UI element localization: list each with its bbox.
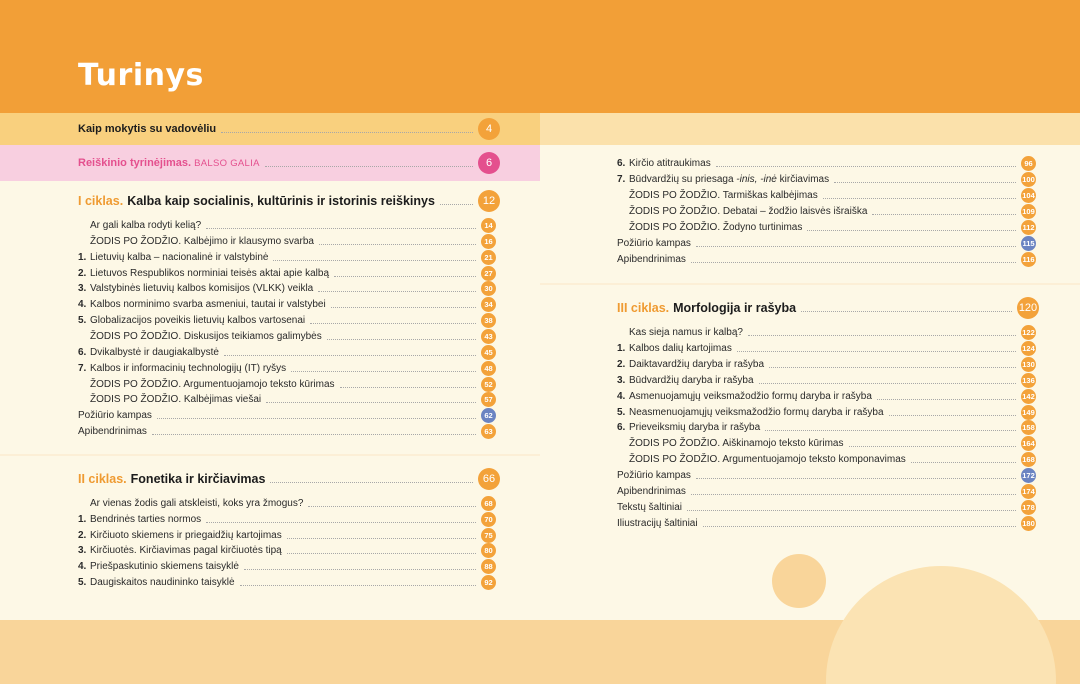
page-badge: 122 [1021,325,1036,340]
page-badge: 12 [478,190,500,212]
toc-entry-summary[interactable] [617,484,1036,499]
cycle-prefix: III ciklas. [617,300,670,315]
toc-entry[interactable] [629,452,1036,467]
toc-entry-viewpoint[interactable] [617,236,1036,251]
page-badge: 124 [1021,341,1036,356]
dot-leader [152,434,476,435]
toc-entry[interactable] [629,436,1036,451]
toc-entry[interactable] [629,220,1036,235]
toc-entry-title: ŽODIS PO ŽODŽIO. Argumentuojamojo teksto kūrimas [90,378,335,390]
toc-entry-title: Bendrinės tarties normos [90,513,202,525]
dot-leader [340,387,476,388]
dot-leader [224,355,476,356]
toc-entry-title: ŽODIS PO ŽODŽIO. Argumentuojamojo teksto komponavimas [629,454,906,466]
toc-entry-viewpoint[interactable] [617,468,1036,483]
toc-entry-number: 5. [78,315,87,327]
cycle-title: Fonetika ir kirčiavimas [130,471,266,486]
toc-entry-number: 7. [617,174,626,185]
toc-entry[interactable] [90,218,496,233]
toc-entry-title: Globalizacijos poveikis lietuvių kalbos vartosenai [90,315,306,327]
dot-leader [319,244,476,245]
toc-entry-subtitle: BALSO GALIA [194,157,260,169]
page-badge: 136 [1021,373,1036,388]
toc-entry[interactable] [90,234,496,249]
dot-leader [440,204,473,205]
toc-entry[interactable] [78,575,496,590]
toc-entry-title: Reiškinio tyrinėjimas. [78,156,192,169]
dot-leader [206,228,476,229]
dot-leader [691,262,1016,263]
dot-leader [318,291,476,292]
toc-entry-title: ŽODIS PO ŽODŽIO. Aiškinamojo teksto kūrimas [629,438,844,450]
dot-leader [807,230,1016,231]
dot-leader [765,430,1016,431]
toc-entry-title: Iliustracijų šaltiniai [617,518,698,529]
toc-entry-viewpoint[interactable] [78,408,496,423]
toc-entry-title: Prieveiksmių daryba ir rašyba [629,422,761,434]
page-badge: 48 [481,361,496,376]
toc-entry-title-part: -inis, -inė [736,174,777,185]
toc-entry-summary[interactable] [78,424,496,439]
page-badge: 168 [1021,452,1036,467]
toc-entry-title: Požiūrio kampas [78,410,152,421]
toc-entry-title: Apibendrinimas [617,254,686,265]
toc-entry[interactable] [78,361,496,376]
toc-entry[interactable] [90,329,496,344]
toc-entry[interactable] [78,559,496,574]
toc-entry-title: ŽODIS PO ŽODŽIO. Žodyno turtinimas [629,222,803,233]
toc-entry[interactable] [617,373,1036,388]
toc-entry-title: Apibendrinimas [617,486,686,497]
dot-leader [737,351,1016,352]
page-badge: 38 [481,313,496,328]
dot-leader [823,198,1016,199]
dot-leader [265,166,473,167]
cycle-prefix: I ciklas. [78,193,124,208]
dot-leader [266,402,476,403]
dot-leader [703,526,1016,527]
toc-entry-title: ŽODIS PO ŽODŽIO. Diskusijos teikiamos galimybės [90,330,322,342]
toc-entry-number: 3. [617,374,626,386]
toc-entry[interactable] [78,543,496,558]
dot-leader [801,311,1012,312]
page-badge: 45 [481,345,496,360]
toc-entry-number: 5. [78,577,87,588]
toc-entry-title: Kalbos ir informacinių technologijų (IT) ryšys [90,362,287,374]
toc-entry[interactable] [78,512,496,527]
page-badge: 4 [478,118,500,140]
page-badge: 172 [1021,468,1036,483]
page-badge: 16 [481,234,496,249]
dot-leader [240,585,476,586]
toc-entry-title: ŽODIS PO ŽODŽIO. Debatai – žodžio laisvės išraiška [629,206,868,217]
page-badge: 30 [481,281,496,296]
toc-entry-title: Kirčio atitraukimas [629,158,711,169]
toc-entry-number: 3. [78,283,87,295]
page-badge: 174 [1021,484,1036,499]
cycle-prefix: II ciklas. [78,471,127,486]
dot-leader [287,538,476,539]
dot-leader [687,510,1016,511]
toc-entry-title: Kalbos dalių kartojimas [629,342,732,354]
page-badge: 109 [1021,204,1036,219]
toc-entry-title: Ar gali kalba rodyti kelią? [90,220,202,231]
page-badge: 112 [1021,220,1036,235]
toc-entry-title: Požiūrio kampas [617,470,691,481]
cycle1-heading[interactable] [78,190,500,212]
toc-entry-title: Neasmenuojamųjų veiksmažodžio formų daryba ir rašyba [629,406,884,418]
cycle3-heading[interactable] [617,297,1039,319]
cycle-title: Morfologija ir rašyba [673,300,797,315]
toc-entry[interactable] [629,325,1036,340]
toc-entry-number: 4. [78,299,87,311]
dot-leader [221,132,473,133]
right-top-band [540,113,1080,145]
toc-entry-number: 4. [78,561,87,573]
toc-entry[interactable] [90,377,496,392]
header-band [0,0,1080,113]
toc-entry-title: Tekstų šaltiniai [617,502,683,513]
cycle-title: Kalba kaip socialinis, kultūrinis ir istorinis reiškinys [127,193,435,208]
toc-entry[interactable] [78,297,496,312]
toc-entry[interactable] [617,357,1036,372]
toc-entry-title: Požiūrio kampas [617,238,691,249]
page-badge: 21 [481,250,496,265]
page-badge: 34 [481,297,496,312]
dot-leader [334,276,476,277]
toc-entry-title: Ar vienas žodis gali atskleisti, koks yra žmogus? [90,498,304,509]
toc-entry-title: Kas sieja namus ir kalbą? [629,327,743,338]
toc-entry-title: Asmenuojamųjų veiksmažodžio formų daryba ir rašyba [629,390,872,402]
toc-entry-text-sources[interactable] [617,500,1036,515]
dot-leader [273,260,476,261]
toc-entry-title: ŽODIS PO ŽODŽIO. Kalbėjimas viešai [90,394,262,406]
toc-entry[interactable] [617,405,1036,420]
toc-entry-number: 6. [78,346,87,358]
dot-leader [759,383,1016,384]
page-badge: 80 [481,543,496,558]
dot-leader [206,522,476,523]
toc-entry-title: Lietuvos Respublikos norminiai teisės aktai apie kalbą [90,267,330,279]
toc-entry-number: 2. [617,358,626,370]
page-badge: 178 [1021,500,1036,515]
page-badge: 62 [481,408,496,423]
toc-entry[interactable] [617,341,1036,356]
toc-entry[interactable] [78,266,496,281]
toc-entry-title: ŽODIS PO ŽODŽIO. Kalbėjimo ir klausymo svarba [90,235,314,247]
toc-entry[interactable] [78,313,496,328]
dot-leader [157,418,476,419]
toc-entry-number: 1. [617,342,626,354]
page-badge: 115 [1021,236,1036,251]
page-badge: 120 [1017,297,1039,319]
dot-leader [769,367,1016,368]
page-badge: 88 [481,559,496,574]
toc-entry-number: 6. [617,422,626,434]
toc-entry[interactable] [90,392,496,407]
toc-entry-title: Kalbos norminimo svarba asmeniui, tautai ir valstybei [90,299,326,311]
page-badge: 6 [478,152,500,174]
page-badge: 14 [481,218,496,233]
toc-entry[interactable] [629,188,1036,203]
dot-leader [270,482,473,483]
toc-entry-number: 2. [78,529,87,541]
dot-leader [696,246,1016,247]
toc-entry-title: Būdvardžių daryba ir rašyba [629,374,754,386]
toc-entry[interactable] [78,528,496,543]
toc-entry-summary[interactable] [617,252,1036,267]
page-badge: 96 [1021,156,1036,171]
page-badge: 164 [1021,436,1036,451]
toc-entry-title [629,172,829,187]
dot-leader [834,182,1016,183]
toc-entry-number: 5. [617,406,626,418]
page-badge: 104 [1021,188,1036,203]
decorative-circle-small [772,554,826,608]
toc-entry[interactable] [617,389,1036,404]
toc-entry-title: Valstybinės lietuvių kalbos komisijos (VLKK) veikla [90,283,314,295]
toc-entry[interactable] [90,496,496,511]
toc-entry-title: Apibendrinimas [78,426,147,437]
toc-entry-title: Kirčiuoto skiemens ir priegaidžių kartojimas [90,529,282,541]
toc-entry-title: Dvikalbystė ir daugiakalbystė [90,346,219,358]
dot-leader [849,446,1017,447]
dot-leader [696,478,1016,479]
toc-entry-title-part: Būdvardžių su priesaga [629,174,737,185]
toc-entry-howto[interactable] [78,118,500,140]
page-badge: 180 [1021,516,1036,531]
toc-entry-title: Daugiskaitos naudininko taisyklė [90,577,235,588]
toc-entry-research[interactable] [78,152,500,174]
page-badge: 63 [481,424,496,439]
toc-entry-title-part: kirčiavimas [776,174,830,185]
toc-entry-number: 3. [78,545,87,557]
toc-entry-number: 2. [78,267,87,279]
dot-leader [877,399,1016,400]
page-badge: 43 [481,329,496,344]
page-badge: 158 [1021,420,1036,435]
page-badge: 130 [1021,357,1036,372]
toc-entry[interactable] [78,250,496,265]
toc-entry[interactable] [78,281,496,296]
page-badge: 75 [481,528,496,543]
cycle2-heading[interactable] [78,468,500,490]
page-badge: 100 [1021,172,1036,187]
dot-leader [889,415,1016,416]
toc-entry-illustration-sources[interactable] [617,516,1036,531]
toc-entry-title: ŽODIS PO ŽODŽIO. Tarmiškas kalbėjimas [629,190,818,201]
dot-leader [331,307,476,308]
page-badge: 116 [1021,252,1036,267]
dot-leader [310,323,476,324]
page-badge: 142 [1021,389,1036,404]
toc-entry-title: Kaip mokytis su vadovėliu [78,122,217,135]
dot-leader [911,462,1016,463]
toc-entry-number: 4. [617,390,626,402]
dot-leader [291,371,476,372]
toc-entry[interactable] [617,172,1036,187]
toc-entry[interactable] [617,420,1036,435]
page-badge: 68 [481,496,496,511]
dot-leader [308,506,476,507]
page-badge: 149 [1021,405,1036,420]
toc-entry-number: 1. [78,513,87,525]
page-badge: 70 [481,512,496,527]
toc-entry[interactable] [78,345,496,360]
page-badge: 66 [478,468,500,490]
toc-entry-title: Kirčiuotės. Kirčiavimas pagal kirčiuotės tipą [90,545,282,557]
toc-entry[interactable] [617,156,1036,171]
toc-entry-title: Priešpaskutinio skiemens taisyklė [90,561,239,573]
toc-entry-number: 6. [617,158,626,169]
dot-leader [748,335,1016,336]
toc-entry-title: Lietuvių kalba – nacionalinė ir valstybinė [90,251,269,263]
dot-leader [287,553,476,554]
dot-leader [872,214,1016,215]
dot-leader [327,339,476,340]
page-badge: 92 [481,575,496,590]
dot-leader [716,166,1016,167]
page-badge: 27 [481,266,496,281]
page-badge: 52 [481,377,496,392]
page-badge: 57 [481,392,496,407]
toc-entry-title: Daiktavardžių daryba ir rašyba [629,358,765,370]
dot-leader [244,569,476,570]
page-title: Turinys [78,58,204,93]
dot-leader [691,494,1016,495]
toc-entry[interactable] [629,204,1036,219]
toc-entry-number: 1. [78,251,87,263]
toc-entry-number: 7. [78,362,87,374]
